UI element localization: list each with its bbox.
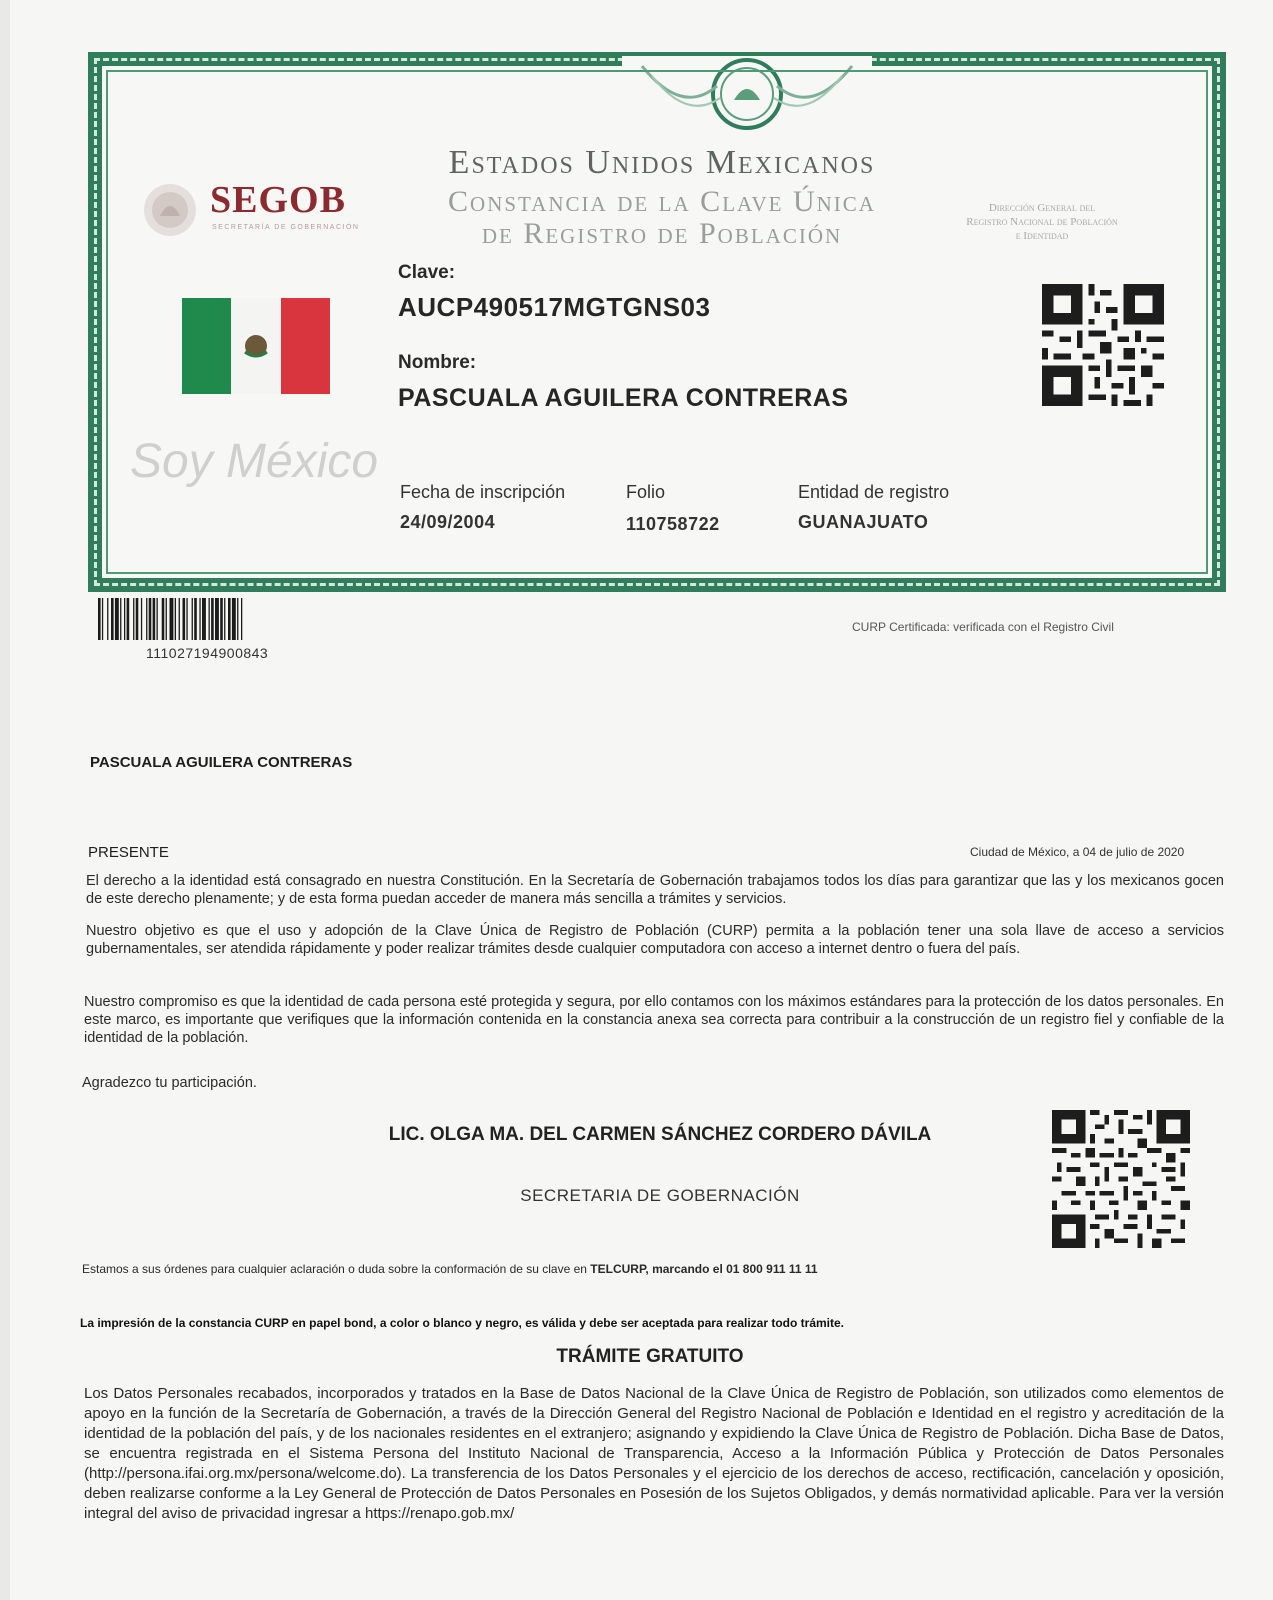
certification-note: CURP Certificada: verificada con el Registro Civil [852,620,1114,634]
national-seal-icon [622,56,872,136]
telcurp-note [82,1262,818,1276]
free-procedure-heading: TRÁMITE GRATUITO [556,1346,744,1367]
clave-value: AUCP490517MGTGNS03 [398,292,711,322]
document-subtitle [402,186,922,250]
privacy-notice: Los Datos Personales recabados, incorporados y tratados en la Base de Datos Nacional de la Clave Única de Registro de Población, son utilizados como elementos de apoyo en la función de la Secretaría de Gobernación, a través de la Dirección General del Registro Nacional de Población e Identidad en el registro y acreditación de la identidad de la población del país, y de los nacionales residentes en el extranjero; asignando y expidiendo la Clave Única de Registro de Población. Dicha Base de Datos, se encuentra registrada en el Sistema Persona del Instituto Nacional de Transparencia, Acceso a la Información Pública y Protección de Datos Personales (http://persona.ifai.org.mx/persona/welcome.do). La transferencia de los Datos Personales y el ejercicio de los derechos de acceso, rectificación, cancelación y oposición, deben realizarse conforme a la Ley General de Protección de Datos Personales en Posesión de los Sujetos Obligados, y demás normatividad aplicable. Para ver la versión integral del aviso de privacidad ingresar a https://renapo.gob.mx/ [84,1385,1224,1522]
subtitle-line-1: Constancia de la Clave Única [448,185,876,218]
document-title: Estados Unidos Mexicanos [448,144,876,181]
letter-addressee: PASCUALA AGUILERA CONTRERAS [90,754,353,771]
signer-name: LIC. OLGA MA. DEL CARMEN SÁNCHEZ CORDERO DÁVILA [388,1124,932,1145]
qr-code-icon [1042,284,1164,406]
letter-paragraph-4: Agradezco tu participación. [82,1075,257,1091]
entidad-value: GUANAJUATO [798,512,929,532]
barcode-number: 111027194900843 [146,645,269,661]
telcurp-phone: TELCURP, marcando el 01 800 911 11 11 [590,1262,818,1276]
directorate-line-1: Dirección General del [988,202,1096,214]
subtitle-line-2: de Registro de Población [481,217,843,250]
qr-code-signature-icon [1052,1110,1190,1248]
mexico-flag-icon [182,298,330,394]
letter-place-date: Ciudad de México, a 04 de julio de 2020 [970,845,1185,859]
folio-value: 110758722 [626,514,720,534]
signer-position: SECRETARIA DE GOBERNACIÓN [520,1186,800,1205]
segob-subtitle: SECRETARÍA DE GOBERNACIÓN [212,224,360,231]
letter-presente: PRESENTE [88,844,169,861]
segob-logo-text: SEGOB [210,179,346,221]
letter-paragraph-3: Nuestro compromiso es que la identidad de cada persona esté protegida y segura, por ello contamos con los máximos estándares para la protección de los datos personales. En este marco, es importante que verifiques que la información contenida en la constancia anexa sea correcta para contribuir a la construcción de un registro fiel y confiable de la identidad de la población. [84,994,1224,1046]
soy-mexico-slogan: Soy México [130,435,379,488]
barcode-icon [98,598,338,640]
document-page [10,0,1273,1600]
letter-paragraph-1: El derecho a la identidad está consagrado en nuestra Constitución. En la Secretaría de Gobernación trabajamos todos los días para garantizar que las y los mexicanos gocen de este derecho plenamente; y de esta forma puedan acceder de manera más sencilla a trámites y servicios. [86,873,1224,907]
printing-validity-note: La impresión de la constancia CURP en papel bond, a color o blanco y negro, es válida y debe ser aceptada para realizar todo trámite. [80,1316,845,1330]
fecha-label: Fecha de inscripción [400,482,566,502]
entidad-label: Entidad de registro [798,482,950,502]
issuing-directorate [922,201,1162,243]
directorate-line-3: e Identidad [1015,230,1069,242]
nombre-label: Nombre: [398,352,477,373]
folio-label: Folio [626,482,666,502]
nombre-value: PASCUALA AGUILERA CONTRERAS [398,384,849,412]
clave-label: Clave: [398,262,456,283]
telcurp-text: Estamos a sus órdenes para cualquier aclaración o duda sobre la conformación de su clave en [82,1262,591,1276]
directorate-line-2: Registro Nacional de Población [966,216,1118,228]
letter-paragraph-2: Nuestro objetivo es que el uso y adopción de la Clave Única de Registro de Población (CURP) permita a la población tener una sola llave de acceso a servicios gubernamentales, ser atendida rápidamente y poder realizar trámites desde cualquier computadora con acceso a internet dentro o fuera del país. [86,923,1224,957]
curp-certificate [88,52,1226,592]
fecha-value: 24/09/2004 [400,512,496,532]
